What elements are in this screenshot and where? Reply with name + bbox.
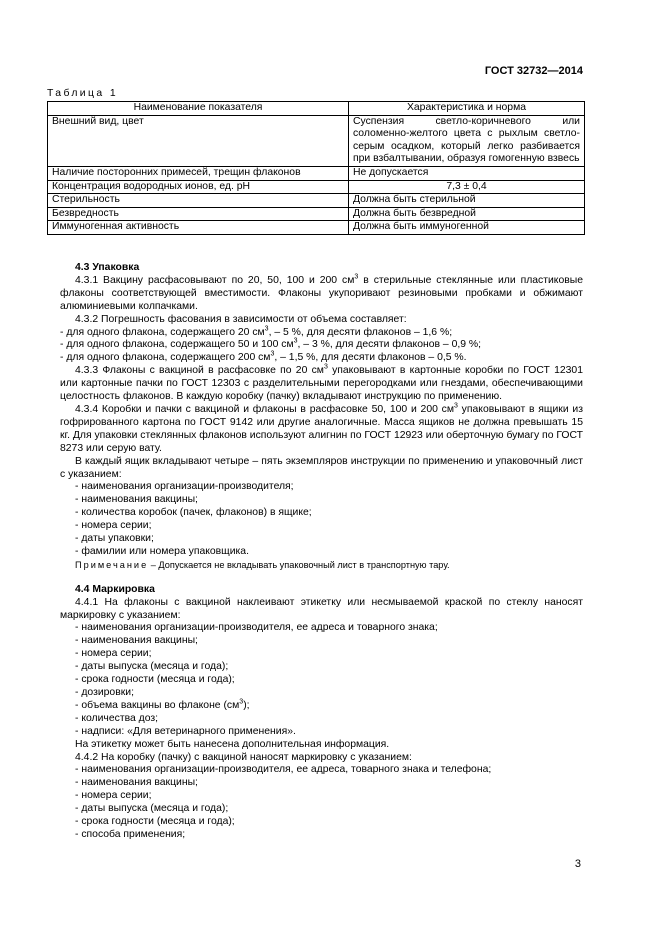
- indicator-name: Наличие посторонних примесей, трещин флаконов: [48, 166, 349, 180]
- column-header: Наименование показателя: [48, 102, 349, 116]
- paragraph-box-contents: В каждый ящик вкладывают четыре – пять экземпляров инструкции по применению и упаковочный лист с указанием:: [60, 455, 583, 480]
- list-item: - срока годности (месяца и года);: [75, 674, 235, 686]
- list-item: - даты выпуска (месяца и года);: [75, 803, 229, 815]
- list-item: - номера серии;: [75, 520, 152, 532]
- indicator-value: Должна быть безвредной: [349, 207, 585, 221]
- list-item: - даты выпуска (месяца и года);: [75, 661, 229, 673]
- table-caption: Таблица 1: [47, 88, 119, 99]
- document-code: ГОСТ 32732—2014: [484, 65, 583, 77]
- list-item: - дозировки;: [75, 687, 134, 698]
- paragraph-4-3-1: 4.3.1 Вакцину расфасовывают по 20, 50, 100 и 200 $см^3$ в стерильные стеклянные или пластиковые флаконы соответствующей вместимости. Флаконы укупоривают резиновыми пробками и обжимают алюминиевыми колпачками.: [60, 273, 584, 312]
- list-item: - надписи: «Для ветеринарного применения».: [75, 725, 296, 737]
- indicator-name: Иммуногенная активность: [48, 221, 349, 235]
- paragraph-4-3-2: 4.3.2 Погрешность фасования в зависимости от объема составляет:: [75, 313, 407, 325]
- list-item: - срока годности (месяца и года);: [75, 816, 235, 828]
- list-item: - количества доз;: [75, 712, 159, 724]
- page-number: 3: [574, 858, 581, 870]
- table-row: [48, 166, 585, 180]
- paragraph-4-3-4: 4.3.4 Коробки и пачки с вакциной и флаконы в расфасовке 50, 100 и 200 $см^3$ упаковывают в ящики из гофрированного картона по ГОСТ 9142 или другие аналогичные. Масса ящиков не должна превышать 15 кг. Для упаковки стеклянных флаконов используют алигнин по ГОСТ 12923 или оберточную бумагу по ГОСТ 8273 или серую вату.: [60, 402, 583, 454]
- list-item: - наименования вакцины;: [75, 635, 198, 647]
- table-header-row: [48, 102, 585, 116]
- indicator-name: Внешний вид, цвет: [48, 115, 349, 166]
- list-item: - наименования организации-производителя;: [75, 481, 294, 493]
- table-row: [48, 221, 585, 235]
- section-heading-marking: 4.4 Маркировка: [75, 583, 155, 595]
- indicators-table: [47, 101, 585, 235]
- list-item: - наименования организации-производителя, ее адреса, товарного знака и телефона;: [75, 764, 492, 776]
- list-item: - объема вакцины во флаконе $(см^3)$;: [75, 698, 250, 711]
- indicator-value: Должна быть иммуногенной: [349, 221, 585, 235]
- list-item: - для одного флакона, содержащего 20 $см^3$, – 5 %, для десяти флаконов – 1,6 %;: [60, 325, 453, 338]
- indicator-value: Не допускается: [349, 166, 585, 180]
- list-item: - количества коробок (пачек, флаконов) в ящике;: [75, 507, 312, 519]
- table-row: [48, 194, 585, 208]
- section-heading-packaging: 4.3 Упаковка: [75, 262, 140, 273]
- indicator-value: 7,3 ± 0,4: [349, 180, 585, 194]
- note: [60, 559, 583, 572]
- document-body: [60, 262, 583, 842]
- list-item: - наименования вакцины;: [75, 777, 198, 789]
- list-item: - способа применения;: [75, 828, 186, 840]
- indicator-name: Концентрация водородных ионов, ед. pH: [48, 180, 349, 194]
- indicator-name: Безвредность: [48, 207, 349, 221]
- list-item: - для одного флакона, содержащего 50 и 100 $см^3$, – 3 %, для десяти флаконов – 0,9 %;: [60, 337, 482, 351]
- paragraph-4-4-1: 4.4.1 На флаконы с вакциной наклеивают этикетку или несмываемой краской по стеклу наносят маркировку с указанием:: [60, 596, 583, 621]
- column-header: Характеристика и норма: [349, 102, 585, 116]
- list-item: - наименования организации-производителя, ее адреса и товарного знака;: [75, 622, 438, 634]
- indicator-name: Стерильность: [48, 194, 349, 208]
- list-item: - даты упаковки;: [75, 533, 154, 545]
- indicator-value: Должна быть стерильной: [349, 194, 585, 208]
- table-row: [48, 207, 585, 221]
- list-item: - номера серии;: [75, 790, 152, 802]
- table-row: [48, 180, 585, 194]
- list-item: - для одного флакона, содержащего 200 $см^3$, – 1,5 %, для десяти флаконов – 0,5 %.: [60, 350, 467, 364]
- list-item: - наименования вакцины;: [75, 494, 198, 506]
- note-text: – Допускается не вкладывать упаковочный лист в транспортную тару.: [148, 559, 450, 570]
- paragraph-extra-info: На этикетку может быть нанесена дополнительная информация.: [75, 738, 390, 750]
- paragraph-4-3-3: 4.3.3 Флаконы с вакциной в расфасовке по 20 $см^3$ упаковывают в картонные коробки по ГОСТ 12301 или картонные пачки по ГОСТ 12303 с разделительными перегородками или гнездами, обеспечивающими целостность флаконов. В каждую коробку (пачку) вкладывают инструкцию по применению.: [60, 363, 583, 403]
- list-item: - номера серии;: [75, 648, 152, 660]
- note-label: Примечание: [75, 559, 149, 570]
- table-row: [48, 115, 585, 166]
- list-item: - фамилии или номера упаковщика.: [75, 545, 249, 557]
- indicator-value: Суспензия светло-коричневого или соломенно-желтого цвета с рыхлым светло-серым осадком, который легко разбивается при взбалтывании, образуя гомогенную взвесь: [349, 115, 585, 166]
- paragraph-4-4-2: 4.4.2 На коробку (пачку) с вакциной наносят маркировку с указанием:: [75, 751, 412, 763]
